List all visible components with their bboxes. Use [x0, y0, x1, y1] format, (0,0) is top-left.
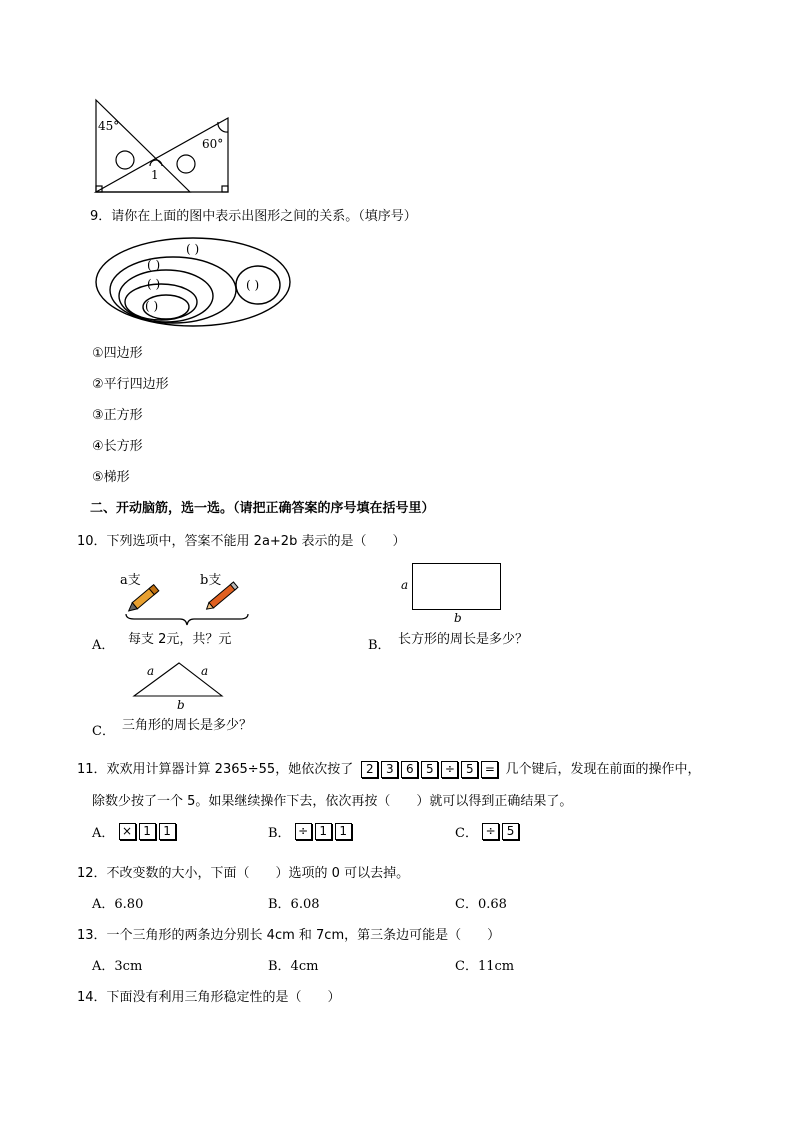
q10-option-a-label: A． [92, 638, 115, 653]
q12-stem: 12．不改变数的大小，下面（ ）选项的 0 可以去掉。 [77, 866, 410, 881]
q11-option-c-label: C． [455, 826, 478, 841]
q9-option-2: ②平行四边形 [92, 377, 169, 392]
q11-line2: 除数少按了一个 5。如果继续操作下去，依次再按（ ）就可以得到正确结果了。 [92, 794, 573, 809]
set-relation-diagram [95, 232, 295, 328]
calc-key: × [119, 823, 136, 840]
q11-line1-post: 几个键后，发现在前面的操作中， [505, 762, 701, 777]
q9-option-1: ①四边形 [92, 346, 143, 361]
pencil-icon [202, 580, 244, 612]
calc-key: 5 [502, 823, 519, 840]
calc-key: ÷ [295, 823, 312, 840]
q13-option-b[interactable]: B．4cm [268, 959, 319, 974]
q9-option-5: ⑤梯形 [92, 470, 130, 485]
q13-stem: 13．一个三角形的两条边分别长 4cm 和 7cm，第三条边可能是（ ） [77, 928, 501, 943]
q9-option-4: ④长方形 [92, 439, 143, 454]
triangle-shape [132, 660, 224, 700]
calc-key: 1 [139, 823, 156, 840]
q11-option-c[interactable] [455, 822, 522, 841]
calc-key: 5 [421, 761, 438, 778]
q10-option-c-label: C． [92, 724, 115, 739]
q11-key-sequence [361, 761, 501, 778]
q13-option-a[interactable]: A．3cm [92, 959, 143, 974]
q12-option-b[interactable]: B．6.08 [268, 897, 320, 912]
rectangle-shape [412, 563, 501, 610]
set-squares-figure [90, 96, 240, 194]
pencil-label: b支 [200, 573, 222, 588]
q10-stem: 10．下列选项中，答案不能用 2a+2b 表示的是（ ） [77, 534, 406, 549]
pen-label: a支 [120, 573, 141, 588]
blank-right[interactable]: ( ) [246, 278, 260, 292]
q11-option-b[interactable] [268, 822, 355, 841]
calc-key: 1 [315, 823, 332, 840]
calc-key: 3 [381, 761, 398, 778]
calc-key: 1 [335, 823, 352, 840]
q11-line1 [77, 758, 701, 778]
q11-option-a[interactable] [92, 822, 179, 841]
tri-side-a-left: a [147, 664, 155, 678]
q12-option-c[interactable]: C．0.68 [455, 897, 507, 912]
angle-1-label: 1 [151, 168, 159, 182]
tri-side-b: b [177, 698, 185, 712]
calc-key: ÷ [441, 761, 458, 778]
calc-key: ÷ [482, 823, 499, 840]
q11-option-b-label: B． [268, 826, 291, 841]
q9-option-3: ③正方形 [92, 408, 143, 423]
q11-line1-pre: 11．欢欢用计算器计算 2365÷55，她依次按了 [77, 762, 354, 777]
q10-option-c-caption: 三角形的周长是多少？ [122, 718, 253, 733]
angle-45-label: 45° [98, 119, 120, 133]
q11-option-a-label: A． [92, 826, 115, 841]
q9-stem: 9．请你在上面的图中表示出图形之间的关系。（填序号） [90, 209, 417, 224]
tri-side-a-right: a [201, 664, 209, 678]
q10-option-b-label: B． [368, 638, 391, 653]
q10-option-b-caption: 长方形的周长是多少？ [398, 632, 529, 647]
angle-60-label: 60° [202, 137, 224, 151]
blank-fourth[interactable]: ( ) [145, 299, 159, 313]
blank-second[interactable]: ( ) [147, 258, 161, 272]
q13-option-c[interactable]: C．11cm [455, 959, 515, 974]
rect-side-b: b [454, 611, 462, 625]
blank-third[interactable]: ( ) [147, 277, 161, 291]
calc-key: 5 [461, 761, 478, 778]
rect-side-a: a [401, 578, 409, 592]
q10-option-a-caption: 每支 2元，共？元 [128, 632, 232, 647]
calc-key: 1 [159, 823, 176, 840]
q12-option-a[interactable]: A．6.80 [92, 897, 144, 912]
calc-key: = [481, 761, 498, 778]
brace [124, 612, 250, 626]
blank-outer[interactable]: ( ) [186, 242, 200, 256]
calc-key: 2 [361, 761, 378, 778]
section-2-title: 二、开动脑筋，选一选。（请把正确答案的序号填在括号里） [90, 501, 435, 516]
q14-stem: 14．下面没有利用三角形稳定性的是（ ） [77, 990, 341, 1005]
calc-key: 6 [401, 761, 418, 778]
pen-icon [124, 584, 164, 612]
